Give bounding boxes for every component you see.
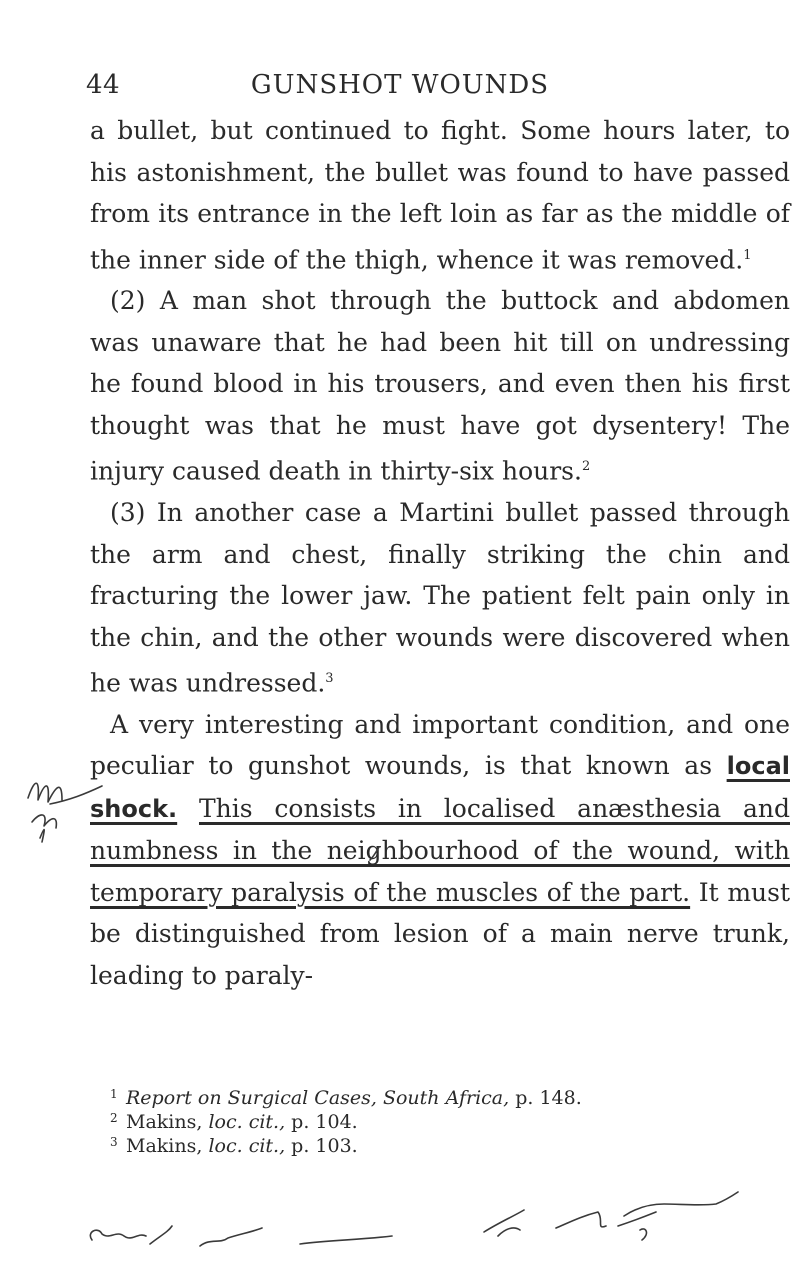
running-head: GUNSHOT WOUNDS bbox=[250, 70, 550, 100]
footnote-ref-1: 1 bbox=[743, 247, 752, 263]
footnote-page: p. 103. bbox=[285, 1135, 358, 1157]
footnote-1 bbox=[96, 1086, 776, 1110]
paragraph-3 bbox=[90, 492, 790, 704]
footnote-2 bbox=[96, 1110, 776, 1134]
footnote-mark: 3 bbox=[110, 1135, 118, 1149]
footnote-3 bbox=[96, 1134, 776, 1158]
footnote-mark: 2 bbox=[110, 1111, 118, 1125]
paragraph-1-text: a bullet, but continued to fight. Some hours later, to his astonishment, the bullet was found to have passed from its entrance in the left loin as far as the middle of the inner side of the thigh, whence it was removed. bbox=[90, 116, 790, 274]
bottom-signature-icon bbox=[90, 1192, 738, 1246]
page-header bbox=[0, 70, 800, 110]
paragraph-4 bbox=[90, 704, 790, 997]
page-number: 44 bbox=[86, 70, 121, 100]
footnote-ref-3: 3 bbox=[325, 671, 334, 687]
footnote-ref-2: 2 bbox=[581, 459, 591, 475]
footnote-title: loc. cit., bbox=[208, 1111, 286, 1133]
footnote-author: Makins, bbox=[126, 1111, 209, 1133]
paragraph-2-text: (2) A man shot through the buttock and abdomen was unaware that he had been hit till on undressing he found blood in his trousers, and even then his first thought was that he must have got dysentery! The injury caused death in thirty-six hours. bbox=[90, 286, 790, 486]
paragraph-3-text: (3) In another case a Martini bullet passed through the arm and chest, finally striking the chin and fracturing the lower jaw. The patient felt pain only in the chin, and the other wounds were discovered when he was undressed. bbox=[90, 498, 790, 698]
paragraph-2 bbox=[90, 280, 790, 492]
footnote-title: loc. cit., bbox=[208, 1135, 286, 1157]
footnote-author: Makins, bbox=[126, 1135, 209, 1157]
footnotes bbox=[96, 1086, 776, 1158]
footnote-mark: 1 bbox=[110, 1087, 118, 1101]
paragraph-4-end: It must be distinguished from lesion of a main nerve trunk, leading to paraly- bbox=[90, 877, 790, 990]
underlined-definition: This consists in localised anæsthesia and numbness in the neighbourhood of the wound, with temporary paralysis of the muscles of the part. bbox=[90, 793, 790, 907]
footnote-page: p. 148. bbox=[509, 1087, 582, 1109]
footnote-page: p. 104. bbox=[285, 1111, 358, 1133]
body-text bbox=[90, 110, 790, 996]
paragraph-1 bbox=[90, 110, 790, 280]
footnote-title: Report on Surgical Cases, South Africa, bbox=[126, 1087, 510, 1109]
local-shock-term: local shock. bbox=[90, 752, 790, 823]
paragraph-4-start: A very interesting and important condition, and one peculiar to gunshot wounds, is that known as bbox=[90, 709, 790, 781]
